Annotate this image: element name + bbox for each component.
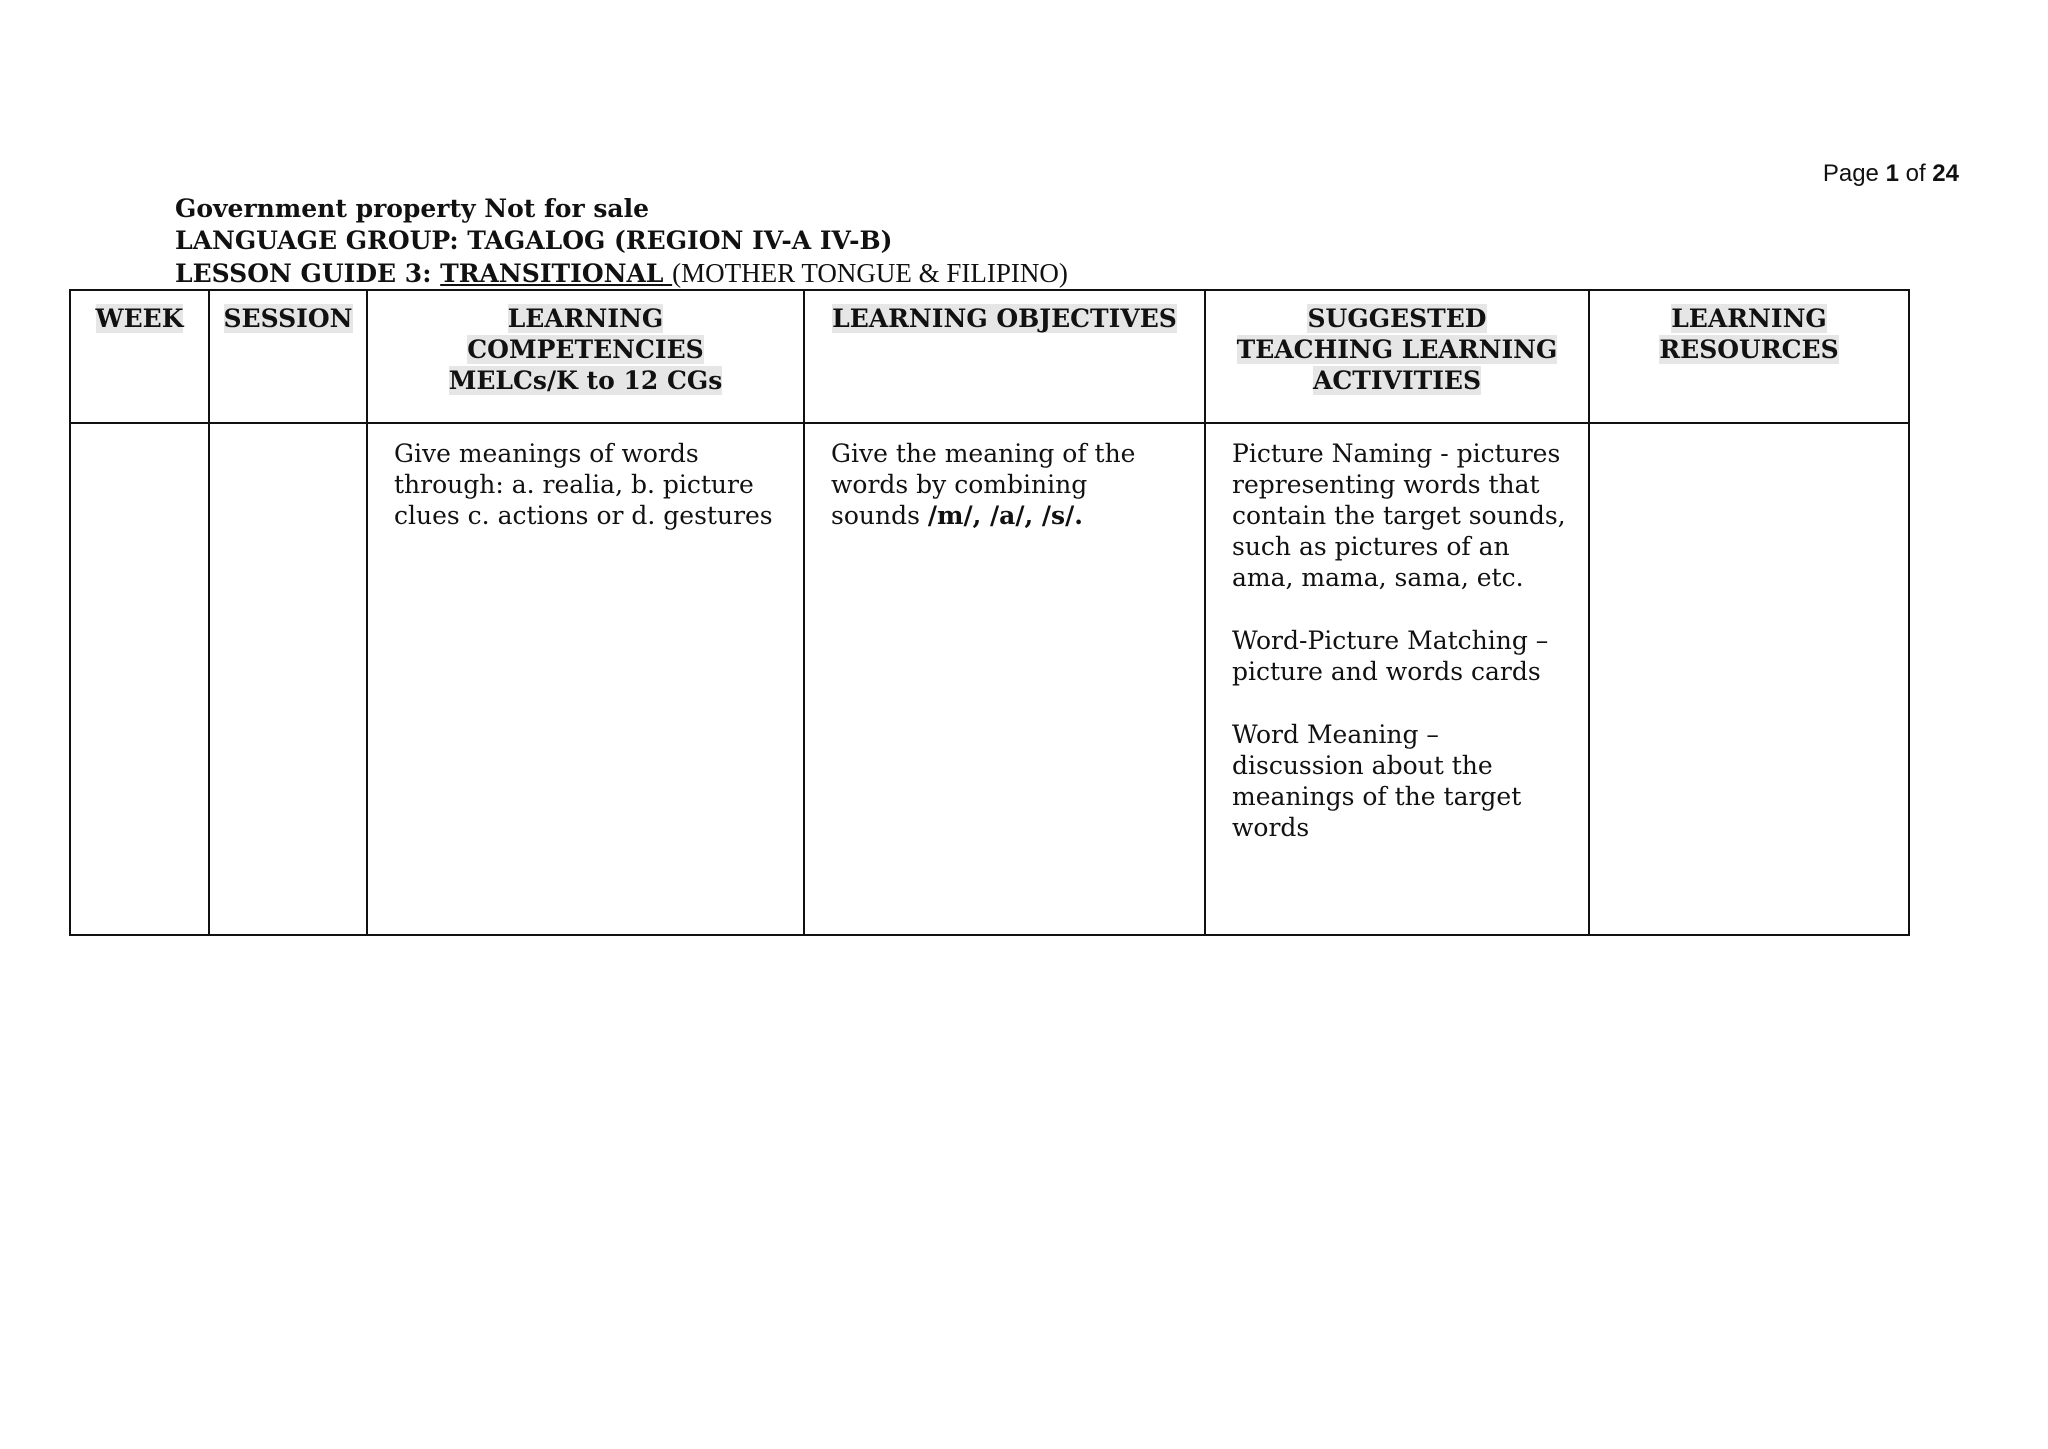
cell-week [70,423,209,935]
table-row [70,423,1909,935]
document-header [175,193,1068,290]
activity-word-picture-matching: Word-Picture Matching – picture and words cards [1232,626,1549,686]
header-lesson-guide: LESSON GUIDE 3: TRANSITIONAL (MOTHER TONGUE & FILIPINO) [175,258,1068,288]
cell-resources [1589,423,1909,935]
target-sounds: /m/, /a/, /s/. [927,501,1083,530]
header-property-notice: Government property Not for sale [175,194,650,223]
lesson-guide-table [69,289,1910,936]
header-language-group: LANGUAGE GROUP: TAGALOG (REGION IV-A IV-B) [175,226,893,255]
header-activities: SUGGESTED TEACHING LEARNING ACTIVITIES [1205,290,1589,423]
cell-objectives: Give the meaning of the words by combining sounds /m/, /a/, /s/. [804,423,1205,935]
current-page: 1 [1885,160,1899,187]
total-pages: 24 [1932,160,1959,187]
header-competencies: LEARNING COMPETENCIES MELCs/K to 12 CGs [367,290,804,423]
activity-word-meaning: Word Meaning – discussion about the meanings of the target words [1232,720,1522,842]
activity-picture-naming: Picture Naming - pictures representing words that contain the target sounds, such as pictures of an ama, mama, sama, etc. [1232,439,1566,592]
cell-competencies: Give meanings of words through: a. realia, b. picture clues c. actions or d. gestures [367,423,804,935]
table-header-row [70,290,1909,423]
page-number: Page 1 of 24 [1822,160,1959,187]
cell-session [209,423,367,935]
cell-activities [1205,423,1589,935]
header-objectives: LEARNING OBJECTIVES [804,290,1205,423]
header-resources: LEARNING RESOURCES [1589,290,1909,423]
header-week: WEEK [70,290,209,423]
header-session: SESSION [209,290,367,423]
